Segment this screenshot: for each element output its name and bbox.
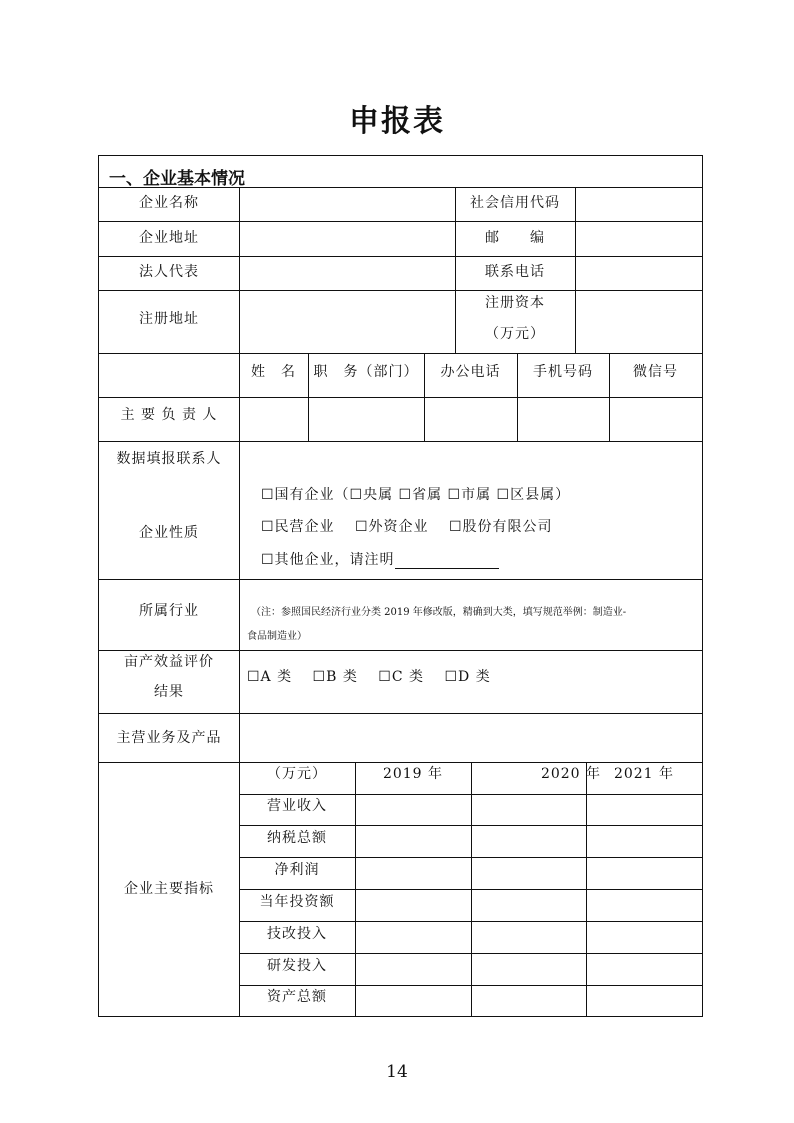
indicator-tax: 纳税总额 bbox=[267, 830, 327, 846]
col-header-wechat: 微信号 bbox=[633, 364, 678, 380]
reg-address-label: 注册地址 bbox=[139, 311, 199, 327]
evaluation-label-2: 结果 bbox=[154, 684, 184, 700]
col-header-office-phone: 办公电话 bbox=[440, 364, 501, 380]
industry-note-line2: 食品制造业） bbox=[247, 631, 307, 642]
industry-note-line1: （注：参照国民经济行业分类 2019 年修改版，精确到大类，填写规范举例：制造业- bbox=[251, 607, 627, 618]
company-name-label: 企业名称 bbox=[139, 195, 199, 211]
legal-rep-label: 法人代表 bbox=[139, 264, 199, 280]
evaluation-label: 亩产效益评价 bbox=[124, 654, 214, 670]
indicator-investment: 当年投资额 bbox=[259, 894, 335, 910]
year-2019: 2019 年 bbox=[382, 766, 444, 782]
phone-label: 联系电话 bbox=[485, 264, 545, 280]
principal-label: 主 要 负 责 人 bbox=[120, 407, 218, 423]
indicator-rnd: 研发投入 bbox=[267, 958, 327, 974]
nature-options-line3[interactable] bbox=[261, 551, 499, 569]
industry-label: 所属行业 bbox=[139, 603, 199, 619]
credit-code-label: 社会信用代码 bbox=[470, 195, 560, 211]
nature-options-line1[interactable]: ☐国有企业（☐央属 ☐省属 ☐市属 ☐区县属） bbox=[261, 487, 571, 503]
data-contact-label: 数据填报联系人 bbox=[116, 451, 222, 467]
col-header-name: 姓 名 bbox=[251, 364, 296, 380]
application-form bbox=[98, 155, 703, 1017]
indicators-unit: （万元） bbox=[267, 766, 327, 782]
reg-capital-unit: （万元） bbox=[485, 326, 545, 342]
company-address-label: 企业地址 bbox=[139, 230, 199, 246]
col-header-mobile: 手机号码 bbox=[533, 364, 593, 380]
page-number: 14 bbox=[386, 1062, 408, 1082]
indicator-revenue: 营业收入 bbox=[267, 798, 327, 814]
business-label: 主营业务及产品 bbox=[116, 730, 222, 746]
indicator-tech-upgrade: 技改投入 bbox=[267, 926, 327, 942]
postcode-label: 邮 编 bbox=[485, 230, 545, 246]
nature-options-line2[interactable]: ☐民营企业 ☐外资企业 ☐股份有限公司 bbox=[261, 519, 553, 535]
section-heading: 一、企业基本情况 bbox=[109, 169, 245, 189]
reg-capital-label: 注册资本 bbox=[485, 295, 545, 311]
page-title: 申报表 bbox=[349, 104, 445, 139]
indicator-net-profit: 净利润 bbox=[274, 862, 320, 878]
other-enterprise-label: ☐其他企业，请注明 bbox=[261, 552, 395, 568]
other-enterprise-blank[interactable] bbox=[395, 554, 499, 569]
evaluation-options[interactable]: ☐A 类 ☐B 类 ☐C 类 ☐D 类 bbox=[247, 669, 491, 685]
nature-label: 企业性质 bbox=[139, 525, 199, 541]
indicators-label: 企业主要指标 bbox=[124, 881, 214, 897]
indicator-assets: 资产总额 bbox=[267, 989, 327, 1005]
col-header-position: 职 务（部门） bbox=[313, 364, 419, 380]
year-2021: 2021 年 bbox=[613, 766, 675, 782]
year-2020: 2020 年 bbox=[540, 766, 602, 782]
